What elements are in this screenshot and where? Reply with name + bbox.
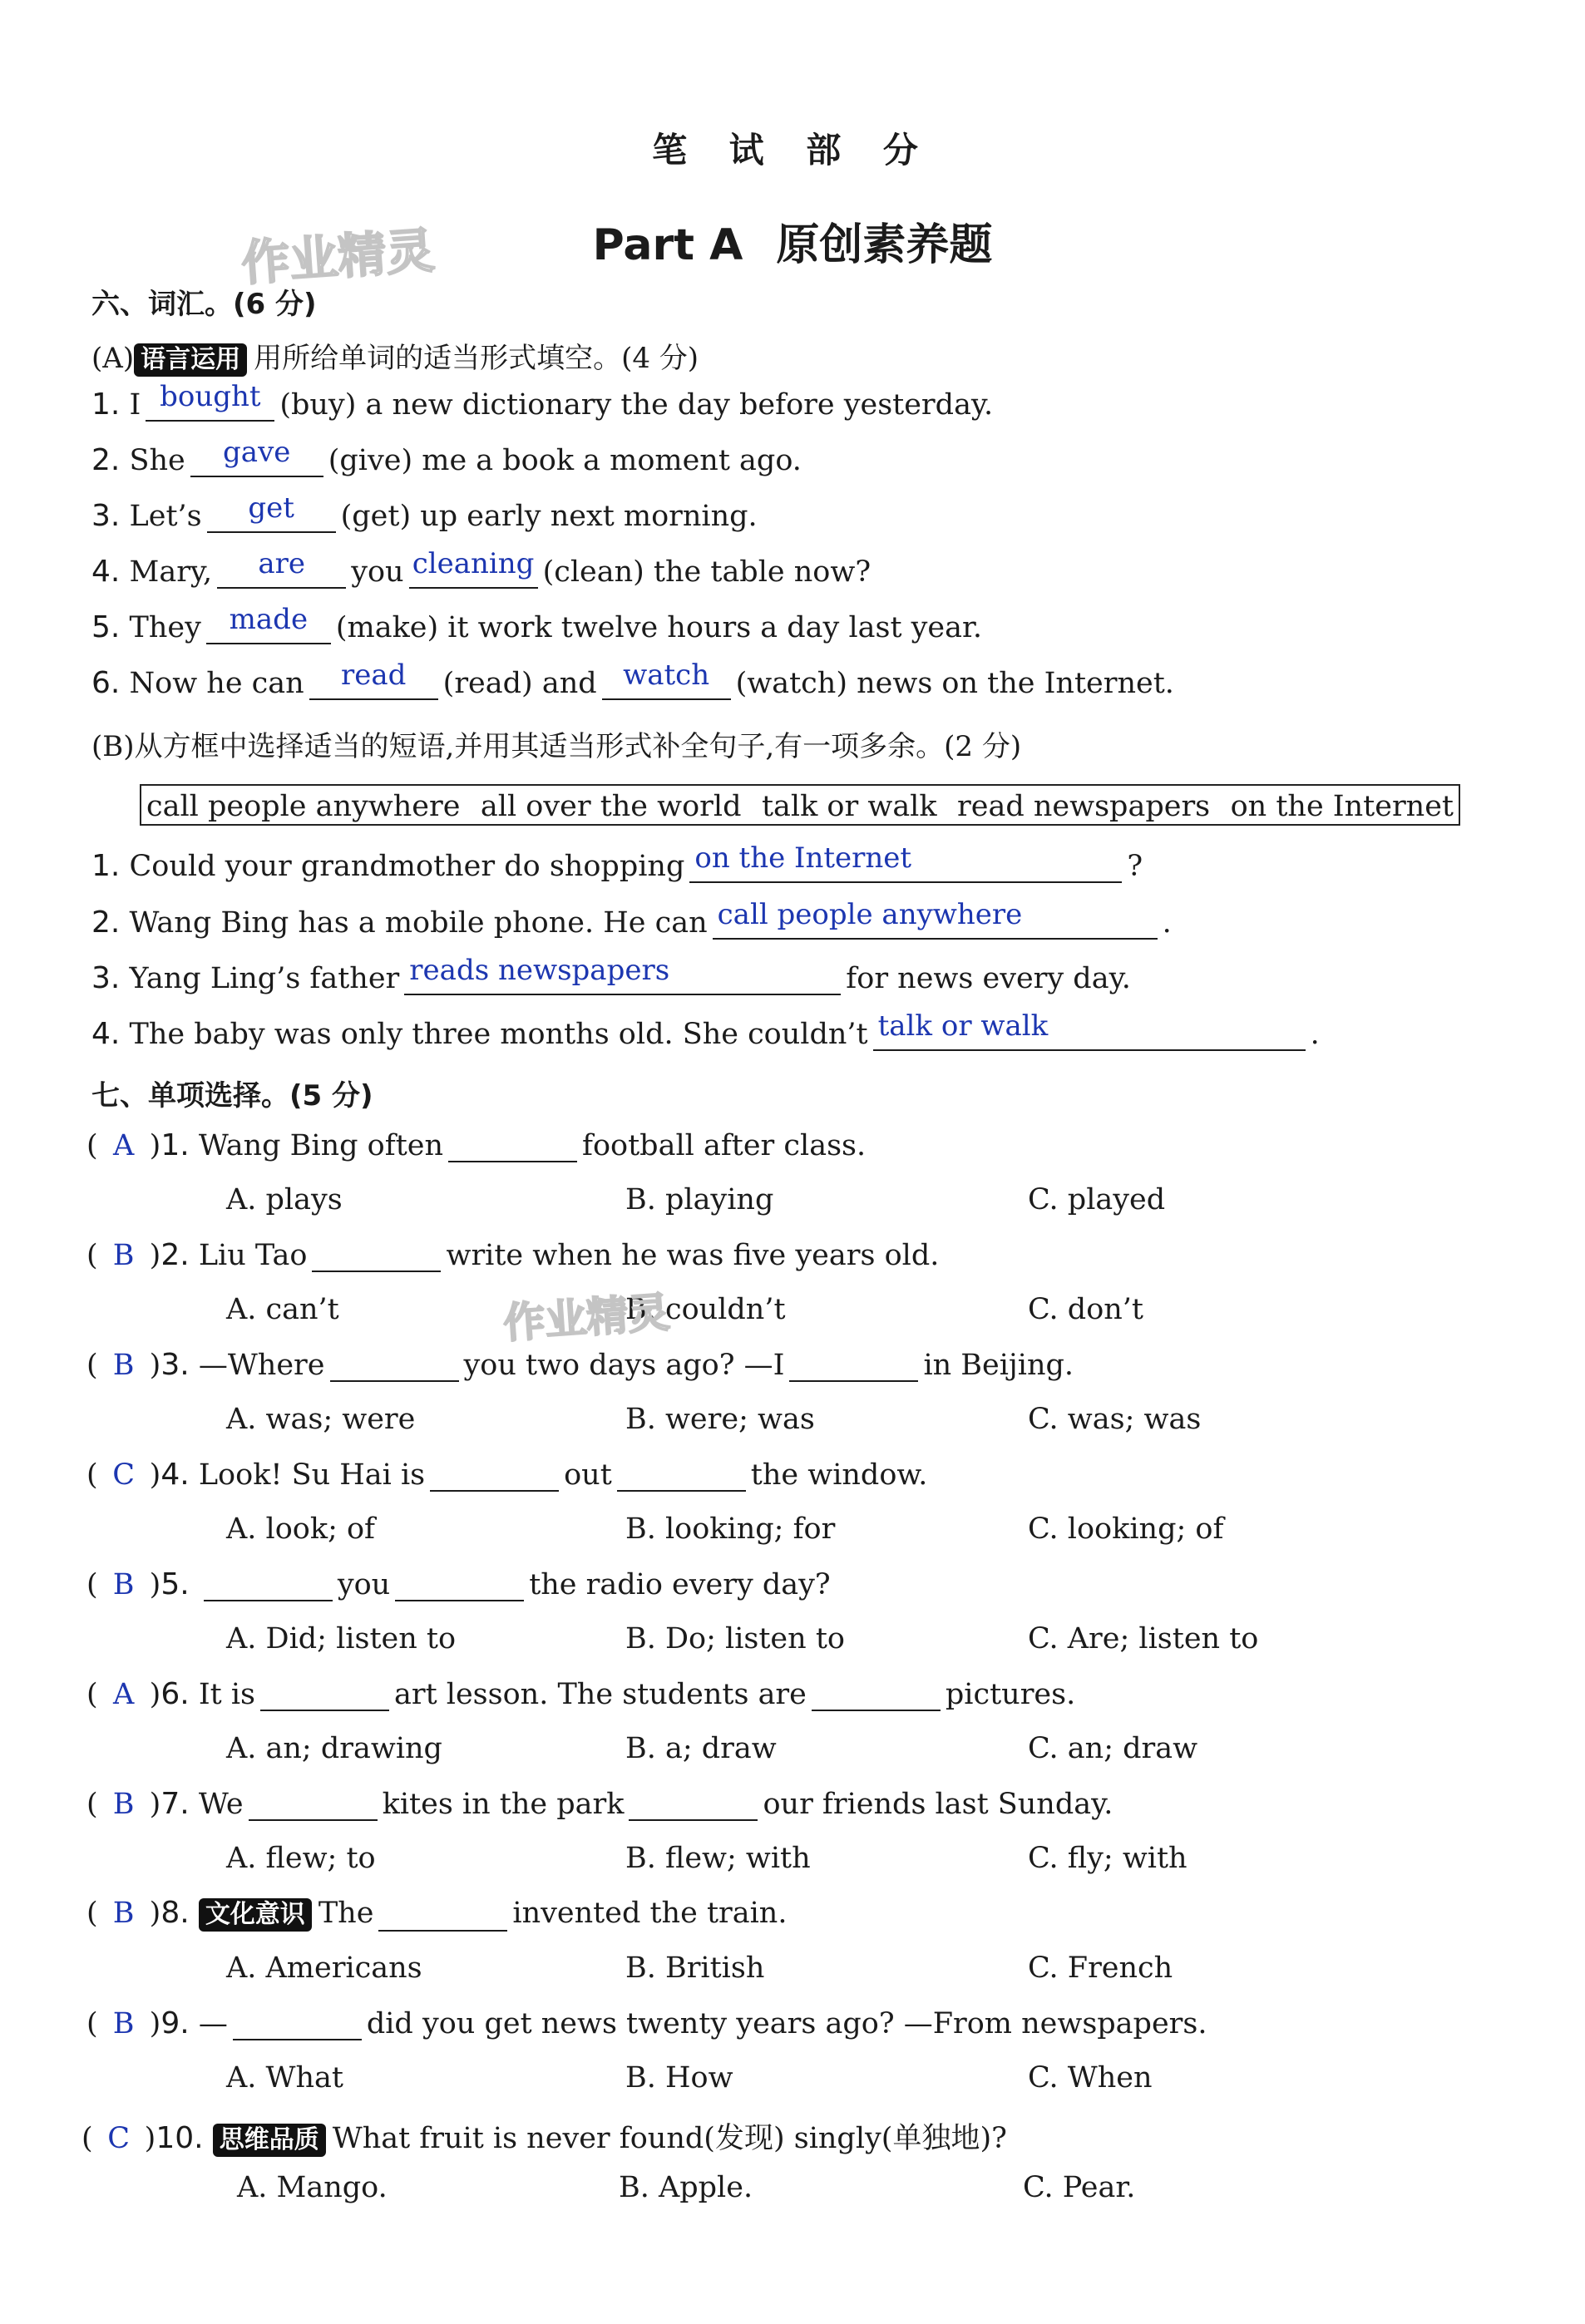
question-text: What fruit is never found(发现) singly(单独地)?	[332, 2122, 1007, 2155]
choice-answer[interactable]: A	[113, 1678, 135, 1711]
item-number: 1.	[91, 849, 121, 883]
item-text: .	[1310, 1018, 1320, 1051]
question-blank	[430, 1457, 559, 1492]
choice-answer[interactable]: A	[113, 1129, 135, 1162]
answer-text: talk or walk	[877, 1009, 1049, 1043]
choice-answer[interactable]: B	[112, 1568, 135, 1601]
question-5: ( B )5. you the radio every day?	[86, 1567, 831, 1601]
question-text: in Beijing.	[923, 1349, 1074, 1382]
question-number: 5.	[160, 1567, 190, 1601]
question-text: Look! Su Hai is	[198, 1458, 426, 1492]
question-number: 3.	[160, 1348, 190, 1382]
question-text: you two days ago? —I	[463, 1349, 785, 1382]
question-number: 4.	[160, 1458, 190, 1492]
page-heading: 笔 试 部 分	[652, 130, 933, 170]
option-c[interactable]: C. When	[1028, 2061, 1153, 2095]
question-text: invented the train.	[512, 1897, 788, 1930]
option-c[interactable]: C. don’t	[1028, 1293, 1143, 1326]
item-text: Wang Bing has a mobile phone. He can	[129, 906, 708, 940]
fill-item-5	[91, 603, 983, 644]
item-text: Let’s	[129, 500, 202, 533]
culture-awareness-tag: 文化意识	[199, 1898, 312, 1932]
phrase-option: talk or walk	[761, 790, 937, 823]
question-blank	[260, 1676, 389, 1711]
item-number: 3.	[91, 961, 121, 995]
thinking-quality-tag: 思维品质	[213, 2124, 326, 2157]
choice-answer[interactable]: B	[112, 2007, 135, 2040]
question-text: the window.	[750, 1458, 928, 1492]
question-3: ( B )3. —Where you two days ago? —I in Beijing.	[86, 1348, 1074, 1382]
choice-answer[interactable]: B	[112, 1239, 135, 1272]
question-number: 10.	[156, 2121, 204, 2155]
question-blank	[448, 1127, 577, 1162]
option-b[interactable]: B. playing	[625, 1183, 774, 1216]
item-text: (make) it work twelve hours a day last year.	[335, 611, 983, 644]
fill-item-2	[91, 436, 802, 477]
section-7-title: 七、单项选择。(5 分)	[91, 1079, 373, 1113]
question-number: 8.	[160, 1896, 190, 1930]
item-text: ?	[1127, 850, 1143, 883]
answer-blank-2[interactable]	[602, 659, 731, 700]
question-text: our friends last Sunday.	[763, 1788, 1113, 1821]
question-4: ( C )4. Look! Su Hai is out the window.	[86, 1458, 928, 1492]
answer-blank[interactable]	[689, 841, 1122, 883]
item-number: 4.	[91, 1017, 121, 1051]
item-text: (clean) the table now?	[542, 555, 872, 589]
item-text: They	[129, 611, 201, 644]
option-c[interactable]: C. played	[1028, 1183, 1166, 1216]
item-number: 5.	[91, 610, 121, 644]
item-number: 4.	[91, 555, 121, 589]
question-text: pictures.	[945, 1678, 1076, 1711]
item-text: (get) up early next morning.	[340, 500, 758, 533]
language-use-tag: 语言运用	[134, 343, 247, 377]
question-7: ( B )7. We kites in the park our friends last Sunday.	[86, 1787, 1113, 1821]
option-a[interactable]: A. plays	[226, 1183, 343, 1216]
phrase-item-2	[91, 898, 1172, 940]
item-number: 3.	[91, 499, 121, 533]
question-text: —Where	[198, 1349, 325, 1382]
answer-blank[interactable]	[207, 491, 336, 533]
question-text: Liu Tao	[198, 1239, 308, 1272]
question-text: did you get news twenty years ago? —From newspapers.	[366, 2007, 1207, 2040]
answer-text: on the Internet	[694, 841, 912, 875]
answer-text: watch	[623, 659, 710, 692]
question-text: We	[198, 1788, 244, 1821]
question-text: art lesson. The students are	[393, 1678, 807, 1711]
answer-text: cleaning	[412, 547, 535, 580]
question-blank	[629, 1786, 758, 1821]
question-text: football after class.	[582, 1129, 867, 1162]
item-text: She	[129, 444, 185, 477]
section-6a-text: 用所给单词的适当形式填空。(4 分)	[254, 342, 699, 375]
choice-answer[interactable]: C	[112, 1458, 136, 1492]
phrase-item-1	[91, 841, 1143, 883]
answer-blank[interactable]	[146, 380, 274, 422]
answer-text: read	[340, 659, 407, 692]
option-b[interactable]: B. flew; with	[625, 1842, 811, 1875]
question-6: ( A )6. It is art lesson. The students are pictures.	[86, 1677, 1076, 1711]
answer-text: reads newspapers	[409, 954, 670, 987]
question-text: write when he was five years old.	[446, 1239, 940, 1272]
option-a[interactable]: A. What	[226, 2061, 343, 2095]
question-text: —	[198, 2007, 228, 2040]
answer-text: call people anywhere	[717, 898, 1023, 931]
option-a[interactable]: A. an; drawing	[226, 1732, 442, 1765]
phrase-option: on the Internet	[1230, 790, 1454, 823]
item-text: you	[351, 555, 404, 589]
item-text: Could your grandmother do shopping	[129, 850, 685, 883]
question-text: you	[337, 1568, 391, 1601]
item-text: Yang Ling’s father	[129, 962, 400, 995]
part-name: 原创素养题	[776, 220, 993, 270]
option-b[interactable]: B. looking; for	[625, 1512, 836, 1546]
option-a[interactable]: A. was; were	[226, 1403, 416, 1436]
question-blank	[233, 2006, 362, 2040]
answer-blank[interactable]	[206, 603, 331, 644]
fill-item-1	[91, 380, 994, 422]
answer-text: made	[229, 603, 309, 636]
answer-text: are	[258, 547, 306, 580]
item-text: The baby was only three months old. She couldn’t	[129, 1018, 868, 1051]
answer-text: gave	[223, 436, 291, 469]
question-9: ( B )9. — did you get news twenty years ago? —From newspapers.	[86, 2006, 1207, 2040]
option-b[interactable]: B. couldn’t	[625, 1293, 786, 1326]
phrase-item-4	[91, 1009, 1320, 1051]
choice-answer[interactable]: B	[112, 1349, 135, 1382]
answer-text: get	[248, 491, 294, 525]
question-text: kites in the park	[382, 1788, 625, 1821]
item-text: .	[1162, 906, 1172, 940]
question-number: 9.	[160, 2006, 190, 2040]
question-blank	[789, 1347, 918, 1382]
question-text: the radio every day?	[529, 1568, 831, 1601]
section-6-title: 六、词汇。(6 分)	[91, 288, 317, 321]
option-c[interactable]: C. French	[1028, 1951, 1173, 1985]
item-text: (give) me a book a moment ago.	[328, 444, 802, 477]
choice-answer[interactable]: C	[107, 2122, 131, 2155]
question-blank	[312, 1237, 441, 1272]
item-text: I	[129, 388, 141, 422]
choice-answer[interactable]: B	[112, 1788, 135, 1821]
part-title	[0, 210, 1585, 272]
option-c[interactable]: C. an; draw	[1028, 1732, 1198, 1765]
option-a[interactable]: A. Americans	[226, 1951, 422, 1985]
item-number: 6.	[91, 666, 121, 700]
question-number: 1.	[160, 1128, 190, 1162]
option-c[interactable]: C. was; was	[1028, 1403, 1202, 1436]
option-c[interactable]: C. Are; listen to	[1028, 1622, 1259, 1655]
answer-blank[interactable]	[713, 898, 1158, 940]
option-b[interactable]: B. How	[625, 2061, 733, 2095]
answer-blank[interactable]	[309, 659, 438, 700]
phrase-option: read newspapers	[957, 790, 1211, 823]
question-text: Wang Bing often	[198, 1129, 444, 1162]
item-text: (read) and	[442, 667, 597, 700]
question-number: 6.	[160, 1677, 190, 1711]
fill-item-6	[91, 659, 1174, 700]
question-text: out	[564, 1458, 612, 1492]
option-b[interactable]: B. British	[625, 1951, 765, 1985]
section-6b-instruction: (B)从方框中选择适当的短语,并用其适当形式补全句子,有一项多余。(2 分)	[91, 730, 1022, 763]
option-c[interactable]: C. Pear.	[1023, 2171, 1136, 2204]
phrase-item-3	[91, 954, 1131, 995]
question-blank	[395, 1567, 524, 1601]
answer-blank-2[interactable]	[409, 547, 538, 589]
question-blank	[204, 1567, 333, 1601]
question-blank	[378, 1897, 507, 1932]
phrase-option: all over the world	[480, 790, 742, 823]
question-2: ( B )2. Liu Tao write when he was five years old.	[86, 1238, 940, 1272]
part-label: Part A	[592, 220, 743, 270]
item-text: (buy) a new dictionary the day before yesterday.	[279, 388, 994, 422]
option-a[interactable]: A. look; of	[226, 1512, 376, 1546]
item-text: Mary,	[129, 555, 213, 589]
watermark-logo: 作业精灵	[239, 221, 437, 292]
fill-item-3	[91, 491, 758, 533]
option-a[interactable]: A. flew; to	[226, 1842, 376, 1875]
answer-blank[interactable]	[404, 954, 841, 995]
question-10: ( C )10. 思维品质 What fruit is never found(发现) singly(单独地)?	[81, 2121, 1007, 2155]
item-text: Now he can	[129, 667, 304, 700]
option-c[interactable]: C. fly; with	[1028, 1842, 1188, 1875]
question-blank	[249, 1786, 378, 1821]
choice-answer[interactable]: B	[112, 1897, 135, 1930]
option-a[interactable]: A. can’t	[226, 1293, 339, 1326]
item-text: for news every day.	[846, 962, 1131, 995]
option-b[interactable]: B. Do; listen to	[625, 1622, 845, 1655]
item-text: (watch) news on the Internet.	[735, 667, 1174, 700]
option-a[interactable]: A. Mango.	[237, 2171, 388, 2204]
item-number: 1.	[91, 387, 121, 422]
section-6a-prefix: (A)	[91, 342, 135, 375]
watermark-logo: 作业精灵	[501, 1288, 672, 1348]
fill-item-4	[91, 547, 872, 589]
option-a[interactable]: A. Did; listen to	[226, 1622, 457, 1655]
option-b[interactable]: B. were; was	[625, 1403, 815, 1436]
answer-text: bought	[160, 380, 261, 413]
phrase-option: call people anywhere	[146, 790, 461, 823]
question-8: ( B )8. 文化意识 The invented the train.	[86, 1896, 788, 1930]
phrase-box	[140, 784, 1460, 826]
question-blank	[330, 1347, 459, 1382]
question-1: ( A )1. Wang Bing often football after class.	[86, 1128, 867, 1162]
question-text: The	[318, 1897, 374, 1930]
question-number: 7.	[160, 1787, 190, 1821]
section-6a-instruction	[91, 335, 699, 377]
answer-blank[interactable]	[873, 1009, 1306, 1051]
item-number: 2.	[91, 905, 121, 940]
question-number: 2.	[160, 1238, 190, 1272]
question-blank	[617, 1457, 746, 1492]
option-c[interactable]: C. looking; of	[1028, 1512, 1224, 1546]
option-b[interactable]: B. Apple.	[619, 2171, 753, 2204]
question-blank	[812, 1676, 941, 1711]
answer-blank[interactable]	[190, 436, 323, 477]
answer-blank[interactable]	[217, 547, 346, 589]
item-number: 2.	[91, 443, 121, 477]
option-b[interactable]: B. a; draw	[625, 1732, 777, 1765]
question-text: It is	[198, 1678, 255, 1711]
